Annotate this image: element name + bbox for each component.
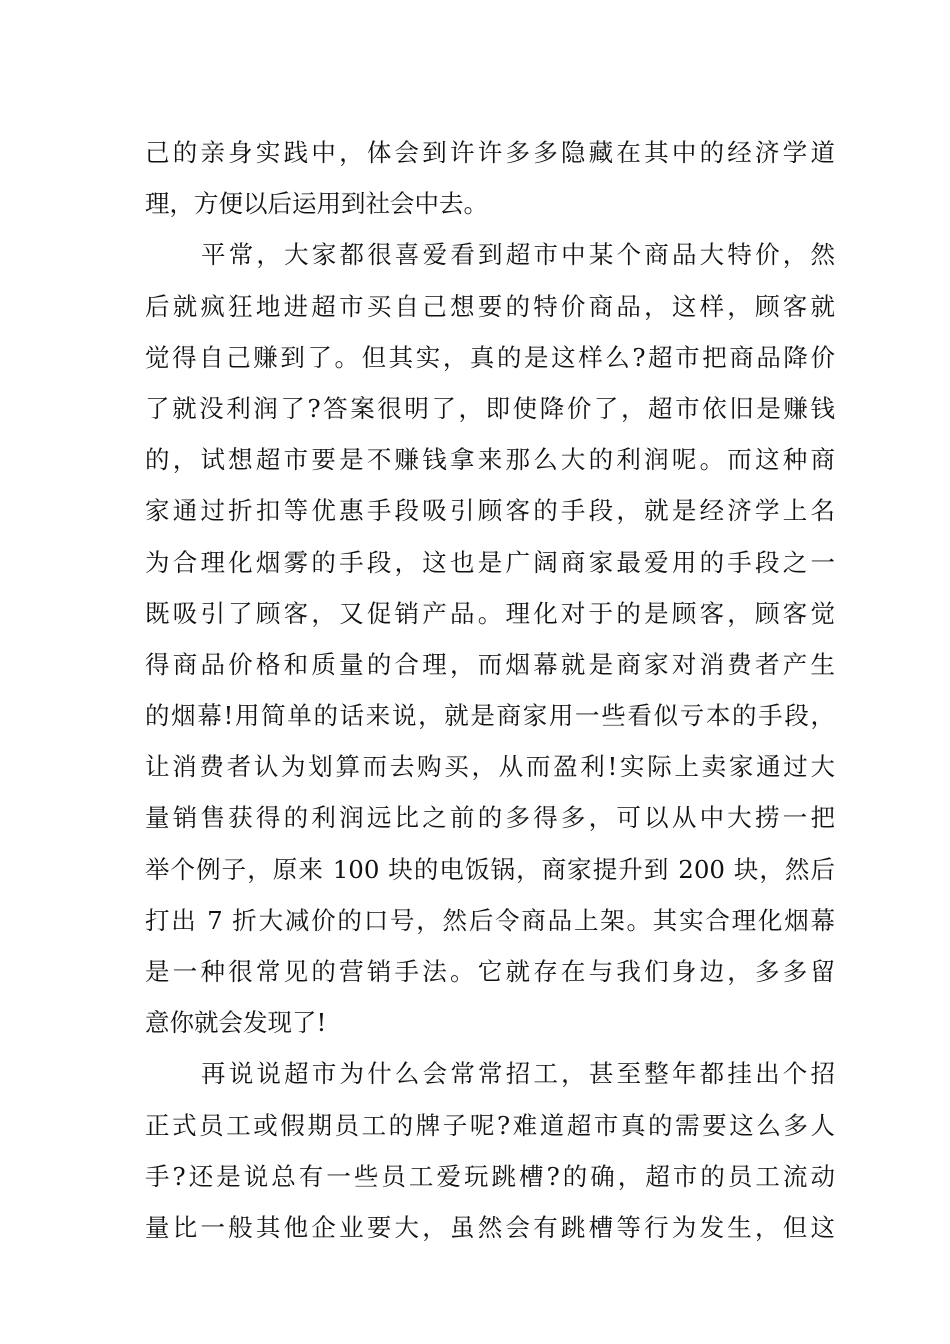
text-line: 觉得自己赚到了。但其实，真的是这样么?超市把商品降价 (145, 342, 835, 372)
text-line: 得商品价格和质量的合理，而烟幕就是商家对消费者产生 (145, 649, 835, 679)
text-line: 后就疯狂地进超市买自己想要的特价商品，这样，顾客就 (145, 291, 835, 321)
text-line: 是一种很常见的营销手法。它就存在与我们身边，多多留 (145, 957, 835, 986)
text-line: 的烟幕!用简单的话来说，就是商家用一些看似亏本的手段， (145, 701, 835, 731)
paragraph-start-line: 平常，大家都很喜爱看到超市中某个商品大特价，然 (201, 240, 835, 270)
text-line: 量比一般其他企业要大，虽然会有跳槽等行为发生，但这 (145, 1212, 835, 1242)
body-text (145, 127, 835, 1253)
text-line: 的，试想超市要是不赚钱拿来那么大的利润呢。而这种商 (145, 445, 835, 475)
text-line: 既吸引了顾客，又促销产品。理化对于的是顾客，顾客觉 (145, 598, 835, 628)
text-line: 正式员工或假期员工的牌子呢?难道超市真的需要这么多人 (145, 1110, 835, 1140)
text-line: 举个例子，原来 100 块的电饭锅，商家提升到 200 块，然后 (145, 854, 835, 884)
text-line: 了就没利润了?答案很明了，即使降价了，超市依旧是赚钱 (145, 393, 835, 423)
text-line: 量销售获得的利润远比之前的多得多，可以从中大捞一把 (145, 803, 835, 833)
paragraph-start-line: 再说说超市为什么会常常招工，甚至整年都挂出个招 (201, 1059, 835, 1089)
text-line: 家通过折扣等优惠手段吸引顾客的手段，就是经济学上名 (145, 496, 835, 526)
text-line: 意你就会发现了! (145, 1008, 327, 1038)
text-line: 手?还是说总有一些员工爱玩跳槽?的确，超市的员工流动 (145, 1161, 835, 1191)
text-line: 己的亲身实践中，体会到许许多多隐藏在其中的经济学道 (145, 138, 835, 167)
text-line: 理，方便以后运用到社会中去。 (145, 189, 488, 219)
text-line: 打出 7 折大减价的口号，然后令商品上架。其实合理化烟幕 (145, 905, 835, 935)
text-line: 为合理化烟雾的手段，这也是广阔商家最爱用的手段之一 (145, 547, 835, 577)
text-line: 让消费者认为划算而去购买，从而盈利!实际上卖家通过大 (145, 752, 835, 782)
